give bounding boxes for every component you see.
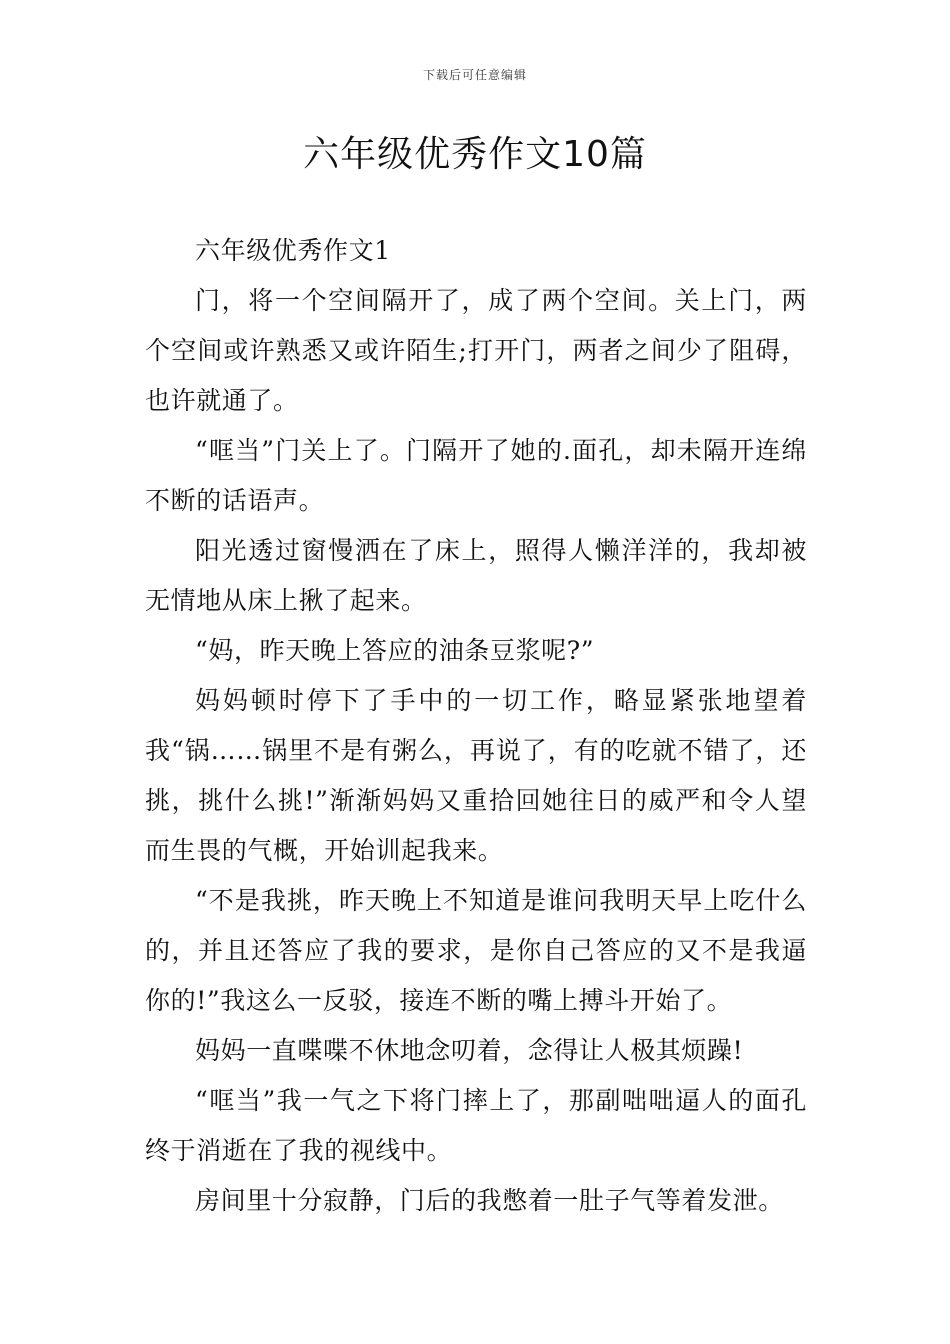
paragraph: 妈妈一直喋喋不休地念叨着，念得让人极其烦躁!: [195, 1036, 744, 1065]
paragraph: 门，将一个空间隔开了，成了两个空间。关上门，两个空间或许熟悉又或许陌生;打开门，两者之间少了阻碍，也许就通了。: [145, 286, 807, 415]
paragraph: 妈妈顿时停下了手中的一切工作，略显紧张地望着我“锅……锅里不是有粥么，再说了，有的吃就不错了，还挑，挑什么挑!”渐渐妈妈又重拾回她往日的威严和令人望而生畏的气概，开始训起我来。: [145, 686, 807, 865]
paragraph: “哐当”门关上了。门隔开了她的.面孔，却未隔开连绵不断的话语声。: [145, 436, 807, 515]
document-title: 六年级优秀作文10篇: [303, 134, 647, 175]
document-body: [145, 226, 807, 1226]
essay-heading: 六年级优秀作文1: [195, 236, 391, 265]
paragraph: “妈，昨天晚上答应的油条豆浆呢?”: [195, 636, 595, 665]
paragraph: 阳光透过窗慢洒在了床上，照得人懒洋洋的，我却被无情地从床上揪了起来。: [145, 536, 807, 615]
paragraph: “不是我挑，昨天晚上不知道是谁问我明天早上吃什么的，并且还答应了我的要求，是你自己答应的又不是我逼你的!”我这么一反驳，接连不断的嘴上搏斗开始了。: [145, 886, 807, 1015]
paragraph: “哐当”我一气之下将门摔上了，那副咄咄逼人的面孔终于消逝在了我的视线中。: [145, 1086, 807, 1165]
paragraph: 房间里十分寂静，门后的我憋着一肚子气等着发泄。: [195, 1186, 784, 1215]
header-note: 下载后可任意编辑: [422, 68, 527, 82]
